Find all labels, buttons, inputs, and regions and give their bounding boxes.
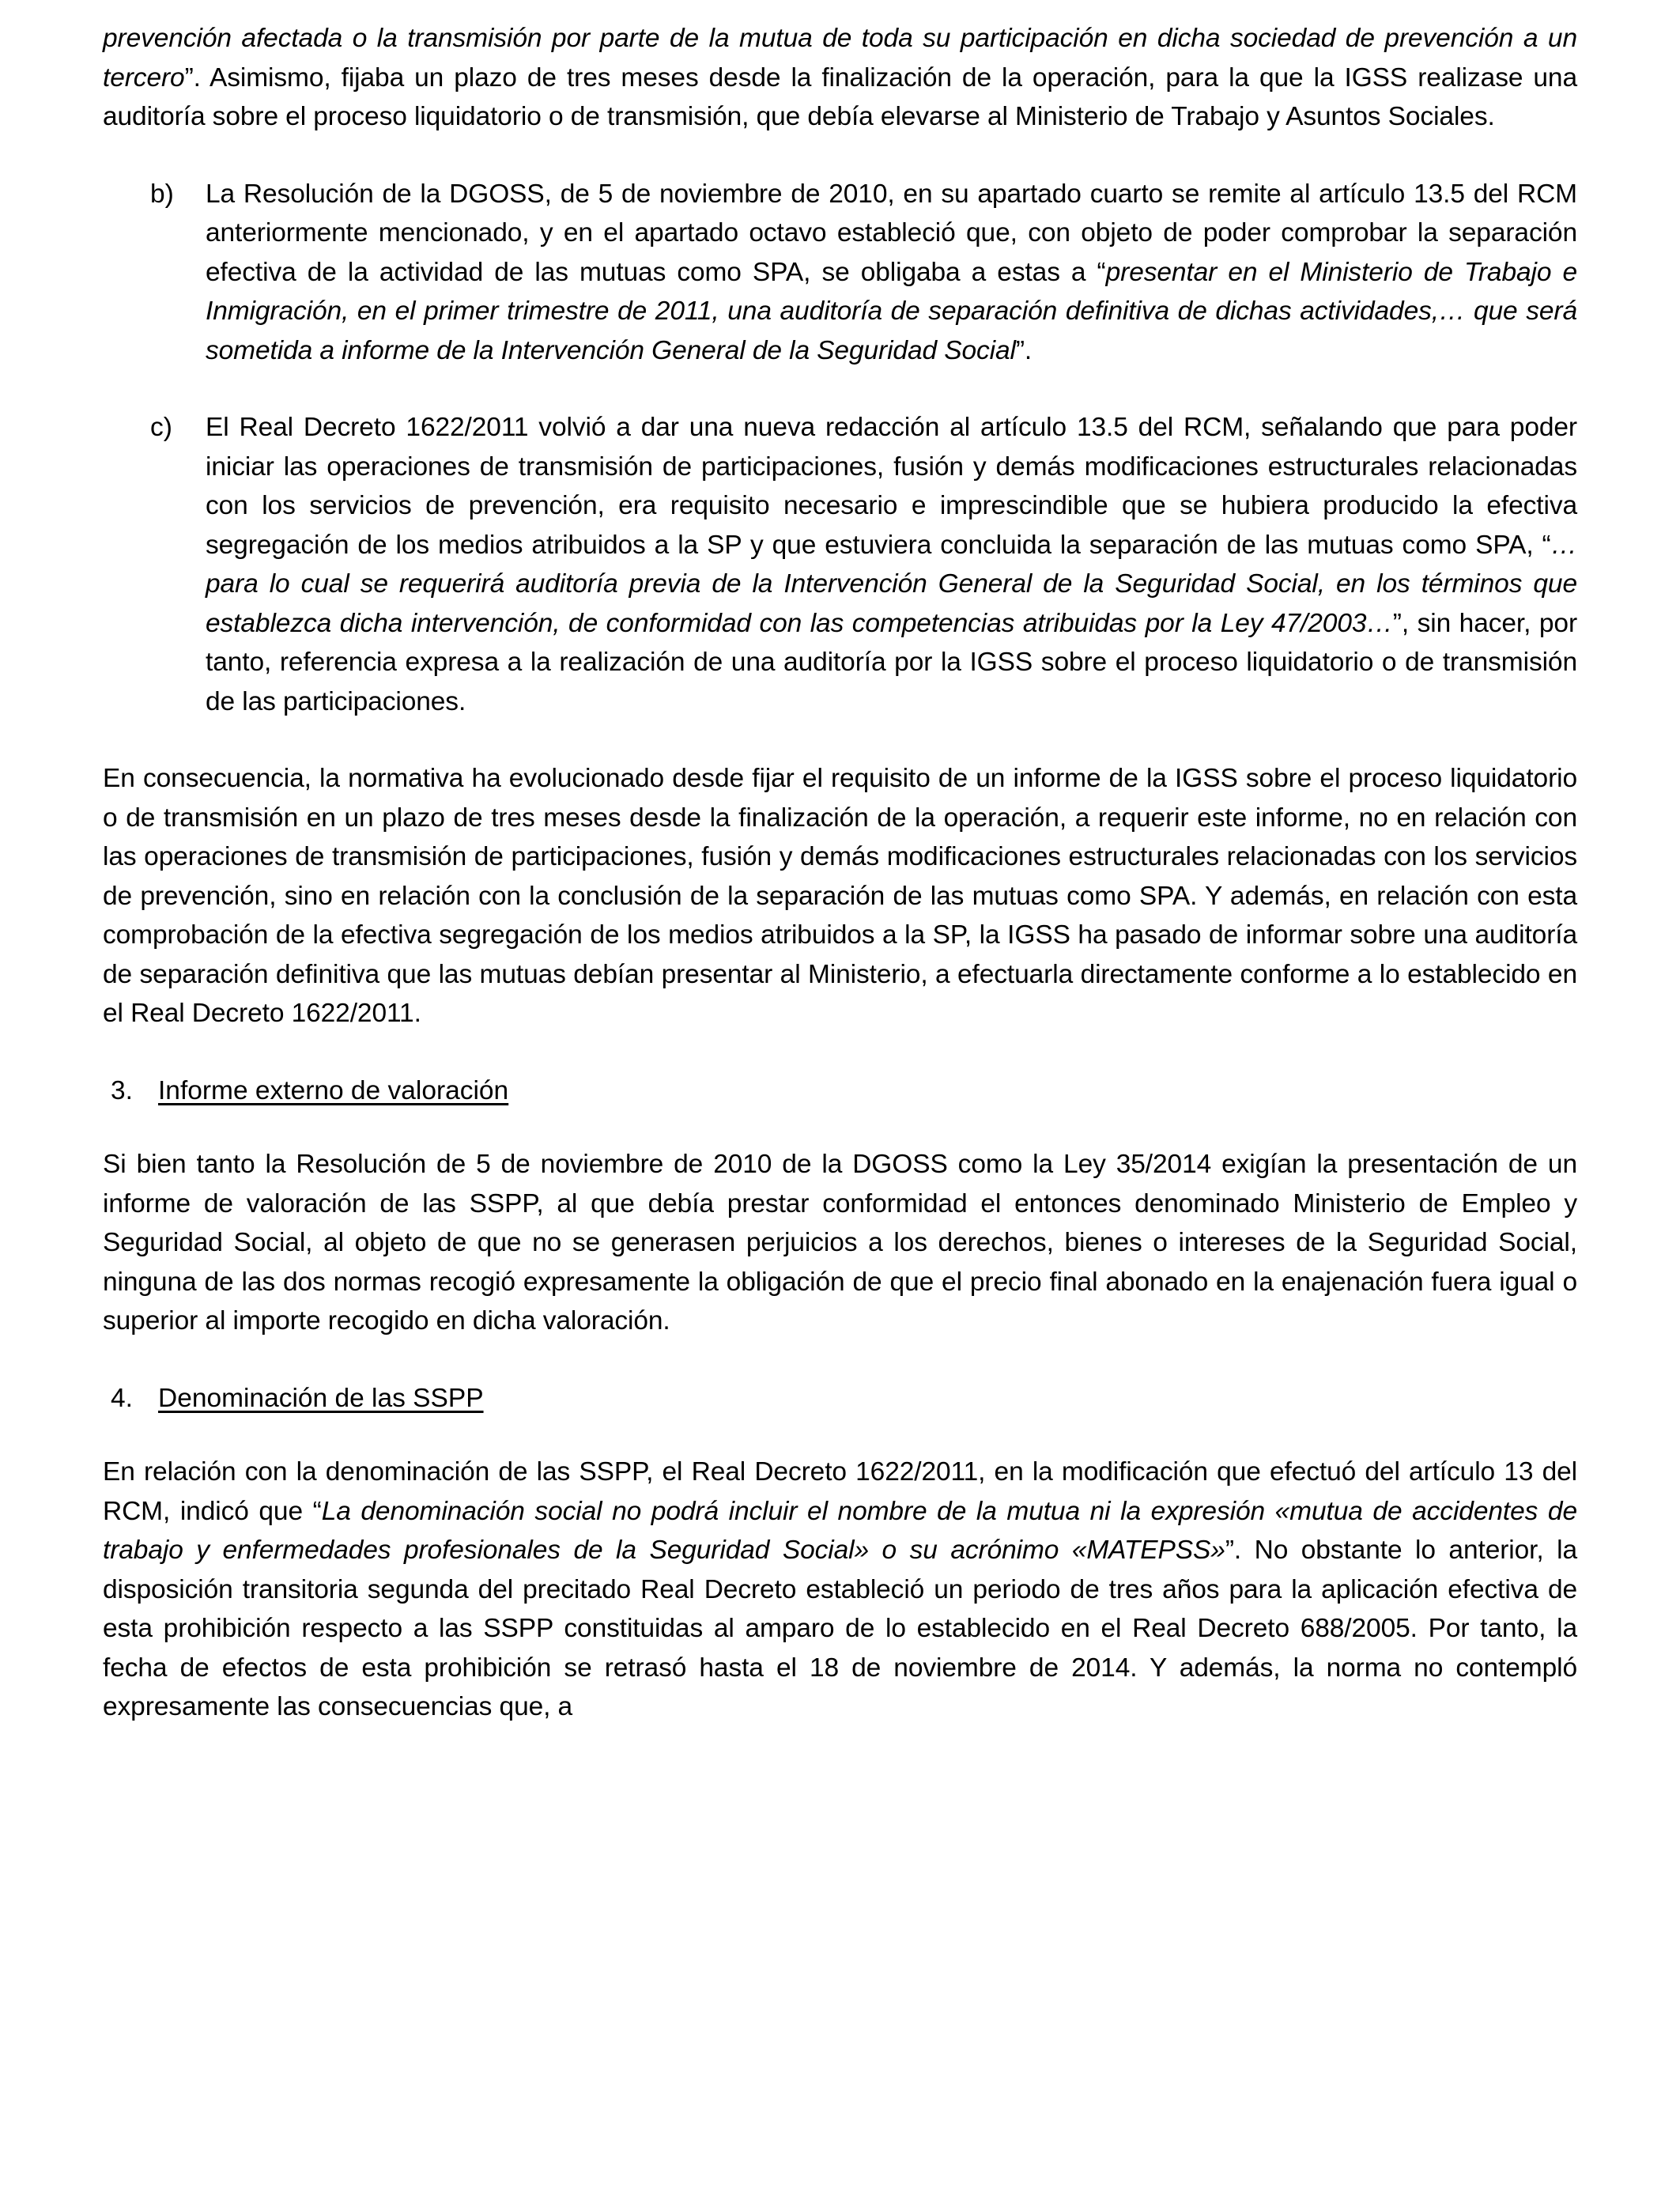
- list-b-trailing-text: ”.: [1015, 335, 1033, 365]
- document-body: [103, 19, 1577, 1727]
- list-marker-b: b): [150, 179, 174, 209]
- list-item: [103, 408, 1577, 721]
- section-number-3: 3.: [111, 1075, 133, 1105]
- intro-paragraph: [103, 19, 1577, 137]
- section-heading-3: [103, 1071, 1577, 1111]
- section-4-lead-text: En relación con la denominación de las SSPP, el Real Decreto 1622/2011, en la modificación que efectuó del artículo 13 del RCM, indicó que “: [103, 1457, 1577, 1526]
- list-c-lead-text: El Real Decreto 1622/2011 volvió a dar una nueva redacción al artículo 13.5 del RCM, señalando que para poder iniciar las operaciones de transmisión de participaciones, fusión y demás modificaciones estructurales relacionadas con los servicios de prevención, era requisito necesario e imprescindible que se hubiera producido la efectiva segregación de los medios atribuidos a la SP y que estuviera concluida la separación de las mutuas como SPA, “: [206, 413, 1577, 560]
- consequence-paragraph: En consecuencia, la normativa ha evolucionado desde fijar el requisito de un informe de la IGSS sobre el proceso liquidatorio o de transmisión en un plazo de tres meses desde la finalización de la operación, a requerir este informe, no en relación con las operaciones de transmisión de participaciones, fusión y demás modificaciones estructurales relacionadas con los servicios de prevención, sino en relación con la conclusión de la separación de las mutuas como SPA. Y además, en relación con esta comprobación de la efectiva segregación de los medios atribuidos a la SP, la IGSS ha pasado de informar sobre una auditoría de separación definitiva que las mutuas debían presentar al Ministerio, a efectuarla directamente conforme a lo establecido en el Real Decreto 1622/2011.: [103, 764, 1577, 1028]
- section-title-informe-externo-de-valoracion: Informe externo de valoración: [158, 1075, 509, 1105]
- list-c-trailing-text: ”, sin hacer, por tanto, referencia expresa a la realización de una auditoría por la IGSS sobre el proceso liquidatorio o de transmisión de las participaciones.: [206, 608, 1577, 716]
- intro-rest-text: . Asimismo, fijaba un plazo de tres meses desde la finalización de la operación, para la que la IGSS realizase una auditoría sobre el proceso liquidatorio o de transmisión, que debía elevarse al Ministerio de Trabajo y Asuntos Sociales.: [103, 62, 1577, 131]
- list-item-b-text: [206, 175, 1577, 371]
- section-title-denominacion-de-las-sspp: Denominación de las SSPP: [158, 1383, 484, 1413]
- section-4-paragraph: [103, 1453, 1577, 1727]
- list-marker-c: c): [150, 413, 172, 442]
- list-item-c-text: [206, 408, 1577, 721]
- intro-closing-quote: ”: [184, 62, 194, 93]
- intro-quote-italic: prevención afectada o la transmisión por parte de la mutua de toda su participación en dicha sociedad de prevención a un tercero: [103, 24, 1577, 93]
- list-c-quote-italic: … para lo cual se requerirá auditoría previa de la Intervención General de la Seguridad Social, en los términos que establezca dicha intervención, de conformidad con las competencias atribuidas por la Ley 47/2003…: [206, 530, 1577, 638]
- list-b-quote-italic: presentar en el Ministerio de Trabajo e Inmigración, en el primer trimestre de 2011, una auditoría de separación definitiva de dichas actividades,… que será sometida a informe de la Intervención General de la Seguridad Social: [206, 257, 1577, 365]
- list-b-lead-text: La Resolución de la DGOSS, de 5 de noviembre de 2010, en su apartado cuarto se remite al artículo 13.5 del RCM anteriormente mencionado, y en el apartado octavo estableció que, con objeto de poder comprobar la separación efectiva de la actividad de las mutuas como SPA, se obligaba a estas a “: [206, 179, 1577, 287]
- section-4-trailing-text: ”. No obstante lo anterior, la disposición transitoria segunda del precitado Real Decreto estableció un periodo de tres años para la aplicación efectiva de esta prohibición respecto a las SSPP constituidas al amparo de lo establecido en el Real Decreto 688/2005. Por tanto, la fecha de efectos de esta prohibición se retrasó hasta el 18 de noviembre de 2014. Y además, la norma no contempló expresamente las consecuencias que, a: [103, 1536, 1577, 1721]
- section-4-quote-italic: La denominación social no podrá incluir el nombre de la mutua ni la expresión «mutua de accidentes de trabajo y enfermedades profesionales de la Seguridad Social» o su acrónimo «MATEPSS»: [103, 1496, 1577, 1565]
- section-3-paragraph: Si bien tanto la Resolución de 5 de noviembre de 2010 de la DGOSS como la Ley 35/2014 exigían la presentación de un informe de valoración de las SSPP, al que debía prestar conformidad el entonces denominado Ministerio de Empleo y Seguridad Social, al objeto de que no se generasen perjuicios a los derechos, bienes o intereses de la Seguridad Social, ninguna de las dos normas recogió expresamente la obligación de que el precio final abonado en la enajenación fuera igual o superior al importe recogido en dicha valoración.: [103, 1150, 1577, 1336]
- section-heading-4: [103, 1379, 1577, 1419]
- list-item: [103, 175, 1577, 371]
- section-number-4: 4.: [111, 1383, 133, 1413]
